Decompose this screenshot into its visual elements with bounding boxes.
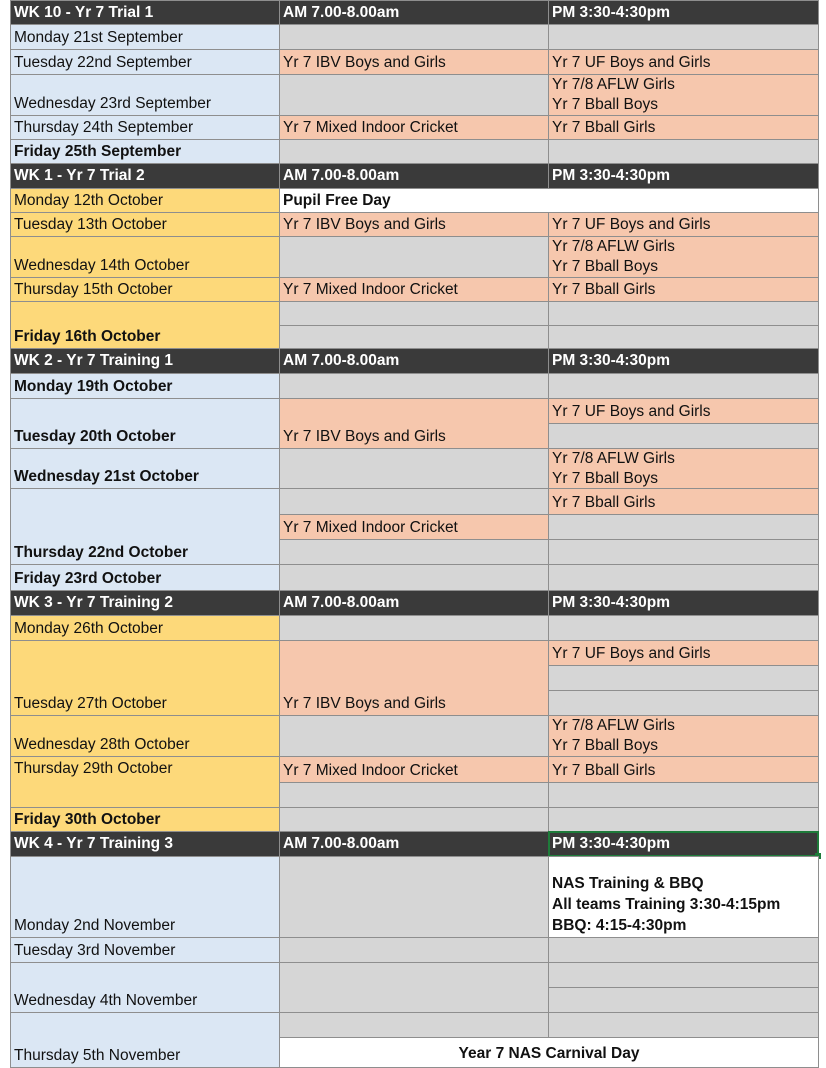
empty-cell[interactable] — [548, 514, 819, 540]
empty-cell[interactable] — [279, 24, 549, 50]
week-header[interactable]: WK 2 - Yr 7 Training 1 — [10, 348, 280, 374]
day-cell-tuesday[interactable]: Tuesday 22nd September — [10, 49, 280, 75]
empty-cell[interactable] — [279, 488, 549, 515]
empty-cell[interactable] — [548, 139, 819, 164]
empty-cell[interactable] — [548, 1012, 819, 1038]
empty-cell[interactable] — [548, 301, 819, 326]
empty-cell[interactable] — [548, 962, 819, 988]
empty-cell[interactable] — [279, 1012, 549, 1038]
empty-cell[interactable] — [279, 539, 549, 565]
am-column-header[interactable]: AM 7.00-8.00am — [279, 590, 549, 616]
am-column-header[interactable]: AM 7.00-8.00am — [279, 0, 549, 25]
activity-cell[interactable]: Yr 7 IBV Boys and Girls — [279, 49, 549, 75]
activity-cell[interactable]: Yr 7 UF Boys and Girls — [548, 640, 819, 666]
day-cell-friday[interactable]: Friday 16th October — [10, 301, 280, 349]
carnival-day-label: Year 7 NAS Carnival Day — [458, 1045, 640, 1062]
activity-line: Yr 7 Bball Boys — [552, 258, 658, 275]
activity-cell[interactable] — [548, 74, 819, 116]
empty-cell[interactable] — [279, 615, 549, 641]
week-header[interactable]: WK 4 - Yr 7 Training 3 — [10, 831, 280, 857]
empty-cell[interactable] — [279, 139, 549, 164]
activity-line: Yr 7 Bball Boys — [552, 737, 658, 754]
pm-column-header[interactable]: PM 3:30-4:30pm — [548, 348, 819, 374]
pm-column-header-selected[interactable]: PM 3:30-4:30pm — [548, 831, 819, 857]
empty-cell[interactable] — [279, 564, 549, 591]
day-cell-monday[interactable]: Monday 21st September — [10, 24, 280, 50]
empty-cell[interactable] — [279, 373, 549, 399]
empty-cell[interactable] — [548, 807, 819, 832]
activity-line: Yr 7 Bball Boys — [552, 470, 658, 487]
pupil-free-day-cell[interactable]: Pupil Free Day — [279, 188, 819, 213]
empty-cell[interactable] — [279, 962, 549, 1013]
day-cell-friday[interactable]: Friday 23rd October — [10, 564, 280, 591]
empty-cell[interactable] — [279, 856, 549, 938]
day-cell-tuesday[interactable]: Tuesday 13th October — [10, 212, 280, 237]
empty-cell[interactable] — [279, 301, 549, 326]
day-cell-thursday[interactable]: Thursday 15th October — [10, 277, 280, 302]
activity-line: Yr 7/8 AFLW Girls — [552, 238, 675, 255]
week-header[interactable]: WK 1 - Yr 7 Trial 2 — [10, 163, 280, 189]
nas-training-cell[interactable] — [548, 856, 819, 938]
activity-cell[interactable]: Yr 7 UF Boys and Girls — [548, 49, 819, 75]
day-cell-wednesday[interactable]: Wednesday 14th October — [10, 236, 280, 278]
empty-cell[interactable] — [548, 564, 819, 591]
empty-cell[interactable] — [548, 937, 819, 963]
activity-cell[interactable]: Yr 7 Mixed Indoor Cricket — [279, 756, 549, 783]
day-cell-tuesday[interactable]: Tuesday 3rd November — [10, 937, 280, 963]
empty-cell[interactable] — [548, 539, 819, 565]
week-header[interactable]: WK 3 - Yr 7 Training 2 — [10, 590, 280, 616]
day-cell-monday[interactable]: Monday 12th October — [10, 188, 280, 213]
empty-cell[interactable] — [548, 325, 819, 349]
event-line: NAS Training & BBQ — [552, 875, 704, 892]
activity-cell[interactable]: Yr 7 Mixed Indoor Cricket — [279, 115, 549, 140]
activity-cell[interactable]: Yr 7 Bball Girls — [548, 115, 819, 140]
activity-cell[interactable]: Yr 7 IBV Boys and Girls — [279, 640, 549, 716]
day-cell-thursday[interactable]: Thursday 29th October — [10, 756, 280, 808]
empty-cell[interactable] — [279, 782, 549, 808]
empty-cell[interactable] — [279, 807, 549, 832]
empty-cell[interactable] — [548, 782, 819, 808]
activity-line: Yr 7 Bball Boys — [552, 96, 658, 113]
activity-cell[interactable] — [548, 715, 819, 757]
am-column-header[interactable]: AM 7.00-8.00am — [279, 163, 549, 189]
day-cell-thursday[interactable]: Thursday 5th November — [10, 1012, 280, 1068]
event-line: All teams Training 3:30-4:15pm — [552, 896, 781, 913]
empty-cell[interactable] — [279, 236, 549, 278]
day-cell-thursday[interactable]: Thursday 24th September — [10, 115, 280, 140]
week-header[interactable]: WK 10 - Yr 7 Trial 1 — [10, 0, 280, 25]
empty-cell[interactable] — [548, 423, 819, 449]
empty-cell[interactable] — [548, 24, 819, 50]
day-cell-wednesday[interactable]: Wednesday 23rd September — [10, 74, 280, 116]
day-cell-tuesday[interactable]: Tuesday 20th October — [10, 398, 280, 449]
activity-cell[interactable]: Yr 7 IBV Boys and Girls — [279, 212, 549, 237]
day-cell-wednesday[interactable]: Wednesday 4th November — [10, 962, 280, 1013]
empty-cell[interactable] — [548, 615, 819, 641]
empty-cell[interactable] — [548, 665, 819, 691]
activity-cell[interactable]: Yr 7 Mixed Indoor Cricket — [279, 277, 549, 302]
day-cell-friday[interactable]: Friday 30th October — [10, 807, 280, 832]
schedule-sheet — [10, 0, 819, 1068]
day-cell-friday[interactable]: Friday 25th September — [10, 139, 280, 164]
day-cell-thursday[interactable]: Thursday 22nd October — [10, 488, 280, 565]
empty-cell[interactable] — [279, 715, 549, 757]
empty-cell[interactable] — [279, 325, 549, 349]
day-cell-wednesday[interactable]: Wednesday 21st October — [10, 448, 280, 489]
day-cell-wednesday[interactable]: Wednesday 28th October — [10, 715, 280, 757]
activity-cell[interactable]: Yr 7 Mixed Indoor Cricket — [279, 514, 549, 540]
pm-column-header[interactable]: PM 3:30-4:30pm — [548, 0, 819, 25]
activity-cell[interactable]: Yr 7 IBV Boys and Girls — [279, 398, 549, 449]
am-column-header[interactable]: AM 7.00-8.00am — [279, 348, 549, 374]
pm-column-header[interactable]: PM 3:30-4:30pm — [548, 163, 819, 189]
carnival-day-cell[interactable] — [279, 1037, 819, 1068]
day-cell-tuesday[interactable]: Tuesday 27th October — [10, 640, 280, 716]
pm-column-header[interactable]: PM 3:30-4:30pm — [548, 590, 819, 616]
activity-line: Yr 7/8 AFLW Girls — [552, 76, 675, 93]
empty-cell[interactable] — [548, 987, 819, 1013]
empty-cell[interactable] — [279, 448, 549, 489]
activity-cell[interactable]: Yr 7 Bball Girls — [548, 488, 819, 515]
event-line: BBQ: 4:15-4:30pm — [552, 917, 687, 934]
day-cell-monday[interactable]: Monday 26th October — [10, 615, 280, 641]
empty-cell[interactable] — [279, 74, 549, 116]
activity-cell[interactable]: Yr 7 UF Boys and Girls — [548, 398, 819, 424]
am-column-header[interactable]: AM 7.00-8.00am — [279, 831, 549, 857]
activity-line: Yr 7/8 AFLW Girls — [552, 717, 675, 734]
empty-cell[interactable] — [279, 937, 549, 963]
activity-cell[interactable]: Yr 7 Bball Girls — [548, 277, 819, 302]
activity-cell[interactable]: Yr 7 Bball Girls — [548, 756, 819, 783]
activity-line: Yr 7/8 AFLW Girls — [552, 450, 675, 467]
day-cell-monday[interactable]: Monday 2nd November — [10, 856, 280, 938]
empty-cell[interactable] — [548, 690, 819, 716]
activity-cell[interactable] — [548, 448, 819, 489]
empty-cell[interactable] — [548, 373, 819, 399]
day-cell-monday[interactable]: Monday 19th October — [10, 373, 280, 399]
activity-cell[interactable] — [548, 236, 819, 278]
activity-cell[interactable]: Yr 7 UF Boys and Girls — [548, 212, 819, 237]
